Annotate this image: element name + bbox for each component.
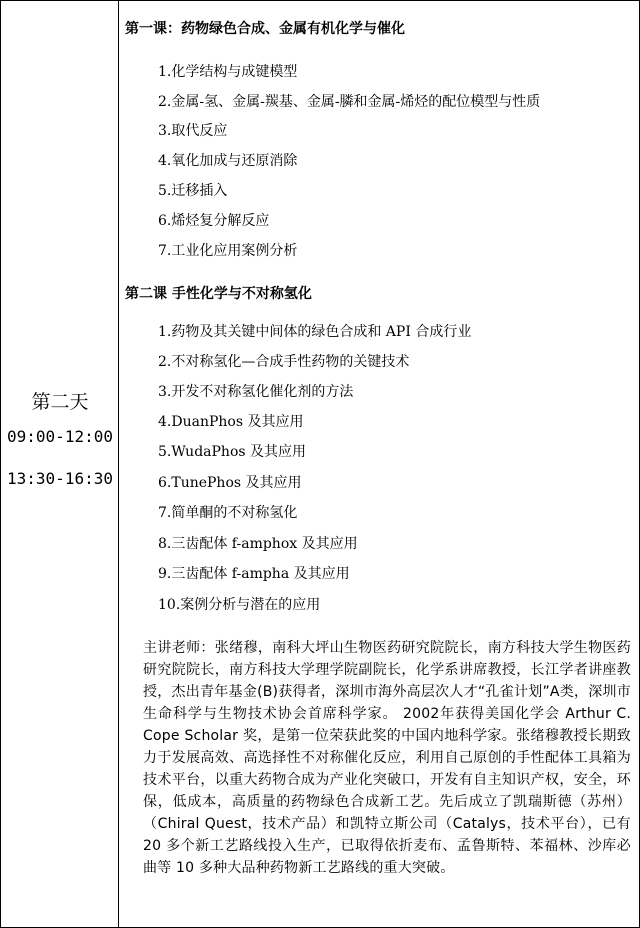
lesson-2-item: 5.WudaPhos 及其应用 [158,444,307,460]
lesson-2-item: 9.三齿配体 f-ampha 及其应用 [158,566,350,582]
lesson-1-item: 2.金属-氢、金属-羰基、金属-膦和金属-烯烃的配位模型与性质 [158,94,541,110]
lesson-2-item: 10.案例分析与潜在的应用 [158,597,321,613]
lecturer-bio: 主讲老师：张绪穆，南科大坪山生物医药研究院院长，南方科技大学生物医药研究院院长，南方科技大学理学院副院长，化学系讲席教授，长江学者讲座教授，杰出青年基金(B)获得者，深圳市海外高层次人才“孔雀计划”A类，深圳市生命科学与生物技术协会首席科学家。 2002年获得美国化学会 Arthur C. Cope Scholar 奖，是第一位荣获此奖的中国内地科学家。张绪穆教授长期致力于发展高效、高选择性不对称催化反应，利用自己原创的手性配体工具箱为技术平台，以重大药物合成为产业化突破口，开发有自主知识产权，安全，环保，低成本，高质量的药物绿色合成新工艺。先后成立了凯瑞斯德（苏州）（Chiral Quest，技术产品）和凯特立斯公司（Catalys，技术平台），已有 20 多个新工艺路线投入生产，已取得依折麦布、孟鲁斯特、苯福林、沙库必曲等 10 多种大品种药物新工艺路线的重大突破。 [143,640,631,876]
schedule-block [1,389,119,511]
lesson-1-item: 7.工业化应用案例分析 [158,243,298,259]
lesson-2-item: 4.DuanPhos 及其应用 [158,414,304,430]
lesson-2-item: 8.三齿配体 f-amphox 及其应用 [158,536,358,552]
lesson-2-item: 3.开发不对称氢化催化剂的方法 [158,384,354,400]
morning-time: 09:00-12:00 [7,427,113,446]
lesson-2-item: 7.简单酮的不对称氢化 [158,505,298,521]
lesson-2-item: 1.药物及其关键中间体的绿色合成和 API 合成行业 [158,324,472,340]
lesson-2-item: 6.TunePhos 及其应用 [158,475,302,491]
lesson-1-item: 4.氧化加成与还原消除 [158,153,298,169]
content-column [125,1,631,927]
lesson-2-item: 2.不对称氢化—合成手性药物的关键技术 [158,354,410,370]
lesson-1-title: 第一课：药物绿色合成、金属有机化学与催化 [125,21,405,37]
time-column [1,1,119,927]
lesson-1-item: 5.迁移插入 [158,183,228,199]
afternoon-time: 13:30-16:30 [7,469,113,488]
lesson-1-item: 3.取代反应 [158,123,228,139]
lesson-1-item: 1.化学结构与成键模型 [158,64,298,80]
lesson-2-title: 第二课 手性化学与不对称氢化 [125,286,312,302]
lesson-1-item: 6.烯烃复分解反应 [158,213,270,229]
day-label: 第二天 [31,391,89,413]
